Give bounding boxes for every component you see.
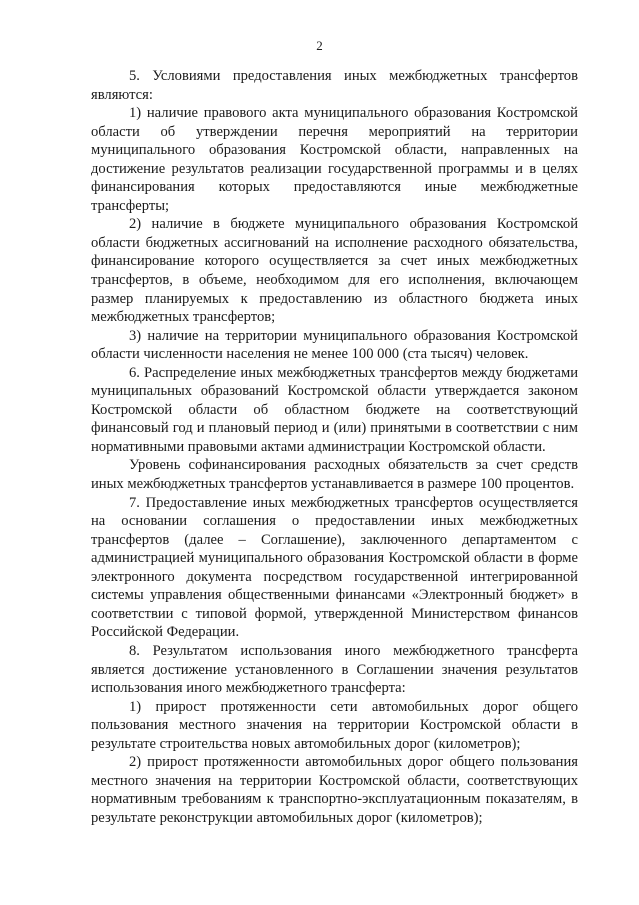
paragraph-item-8-results: 8. Результатом использования иного межбюджетного трансферта является достижение установленного в Соглашении значения результатов использования иного межбюджетного трансферта: xyxy=(91,642,578,697)
paragraph-condition-3: 3) наличие на территории муниципального образования Костромской области численности населения не менее 100 000 (ста тысяч) человек. xyxy=(91,327,578,363)
page-number: 2 xyxy=(316,38,323,53)
paragraph-item-5-conditions: 5. Условиями предоставления иных межбюджетных трансфертов являются: xyxy=(91,68,578,103)
paragraph-condition-1: 1) наличие правового акта муниципального образования Костромской области об утверждении перечня мероприятий на территории муниципального образования Костромской области, направленных на достижение результатов реализации государственной программы и в целях финансирования которых предоставляются иные межбюджетные трансферты; xyxy=(91,105,578,214)
paragraph-item-7-agreement: 7. Предоставление иных межбюджетных трансфертов осуществляется на основании соглашения о предоставлении иных межбюджетных трансфертов (далее – Соглашение), заключенного департаментом с администрацией муниципального образования Костромской области в форме электронного документа посредством государственной интегрированной системы управления общественными финансами «Электронный бюджет» в соответствии с типовой формой, утвержденной Министерством финансов Российской Федерации. xyxy=(91,494,578,641)
paragraph-item-6-distribution: 6. Распределение иных межбюджетных трансфертов между бюджетами муниципальных образований Костромской области утверждается законом Костромской области об областном бюджете на соответствующий финансовый год и плановый период и (или) принятыми в соответствии с ним нормативными правовыми актами администрации Костромской области. xyxy=(91,364,578,455)
paragraph-result-2: 2) прирост протяженности автомобильных дорог общего пользования местного значения на территории Костромской области, соответствующих нормативным требованиям к транспортно-эксплуатационным показателям, в результате реконструкции автомобильных дорог (километров); xyxy=(91,754,578,826)
paragraph-condition-2: 2) наличие в бюджете муниципального образования Костромской области бюджетных ассигнований на исполнение расходного обязательства, финансирование которого осуществляется за счет иных межбюджетных трансфертов, в объеме, необходимом для его исполнения, включающем размер планируемых к предоставлению из областного бюджета иных межбюджетных трансфертов; xyxy=(91,216,578,326)
paragraph-cofinancing-level: Уровень софинансирования расходных обязательств за счет средств иных межбюджетных трансфертов устанавливается в размере 100 процентов. xyxy=(91,457,578,493)
paragraph-result-1: 1) прирост протяженности сети автомобильных дорог общего пользования местного значения на территории Костромской области в результате строительства новых автомобильных дорог (километров); xyxy=(91,698,578,752)
document-body xyxy=(91,67,578,827)
